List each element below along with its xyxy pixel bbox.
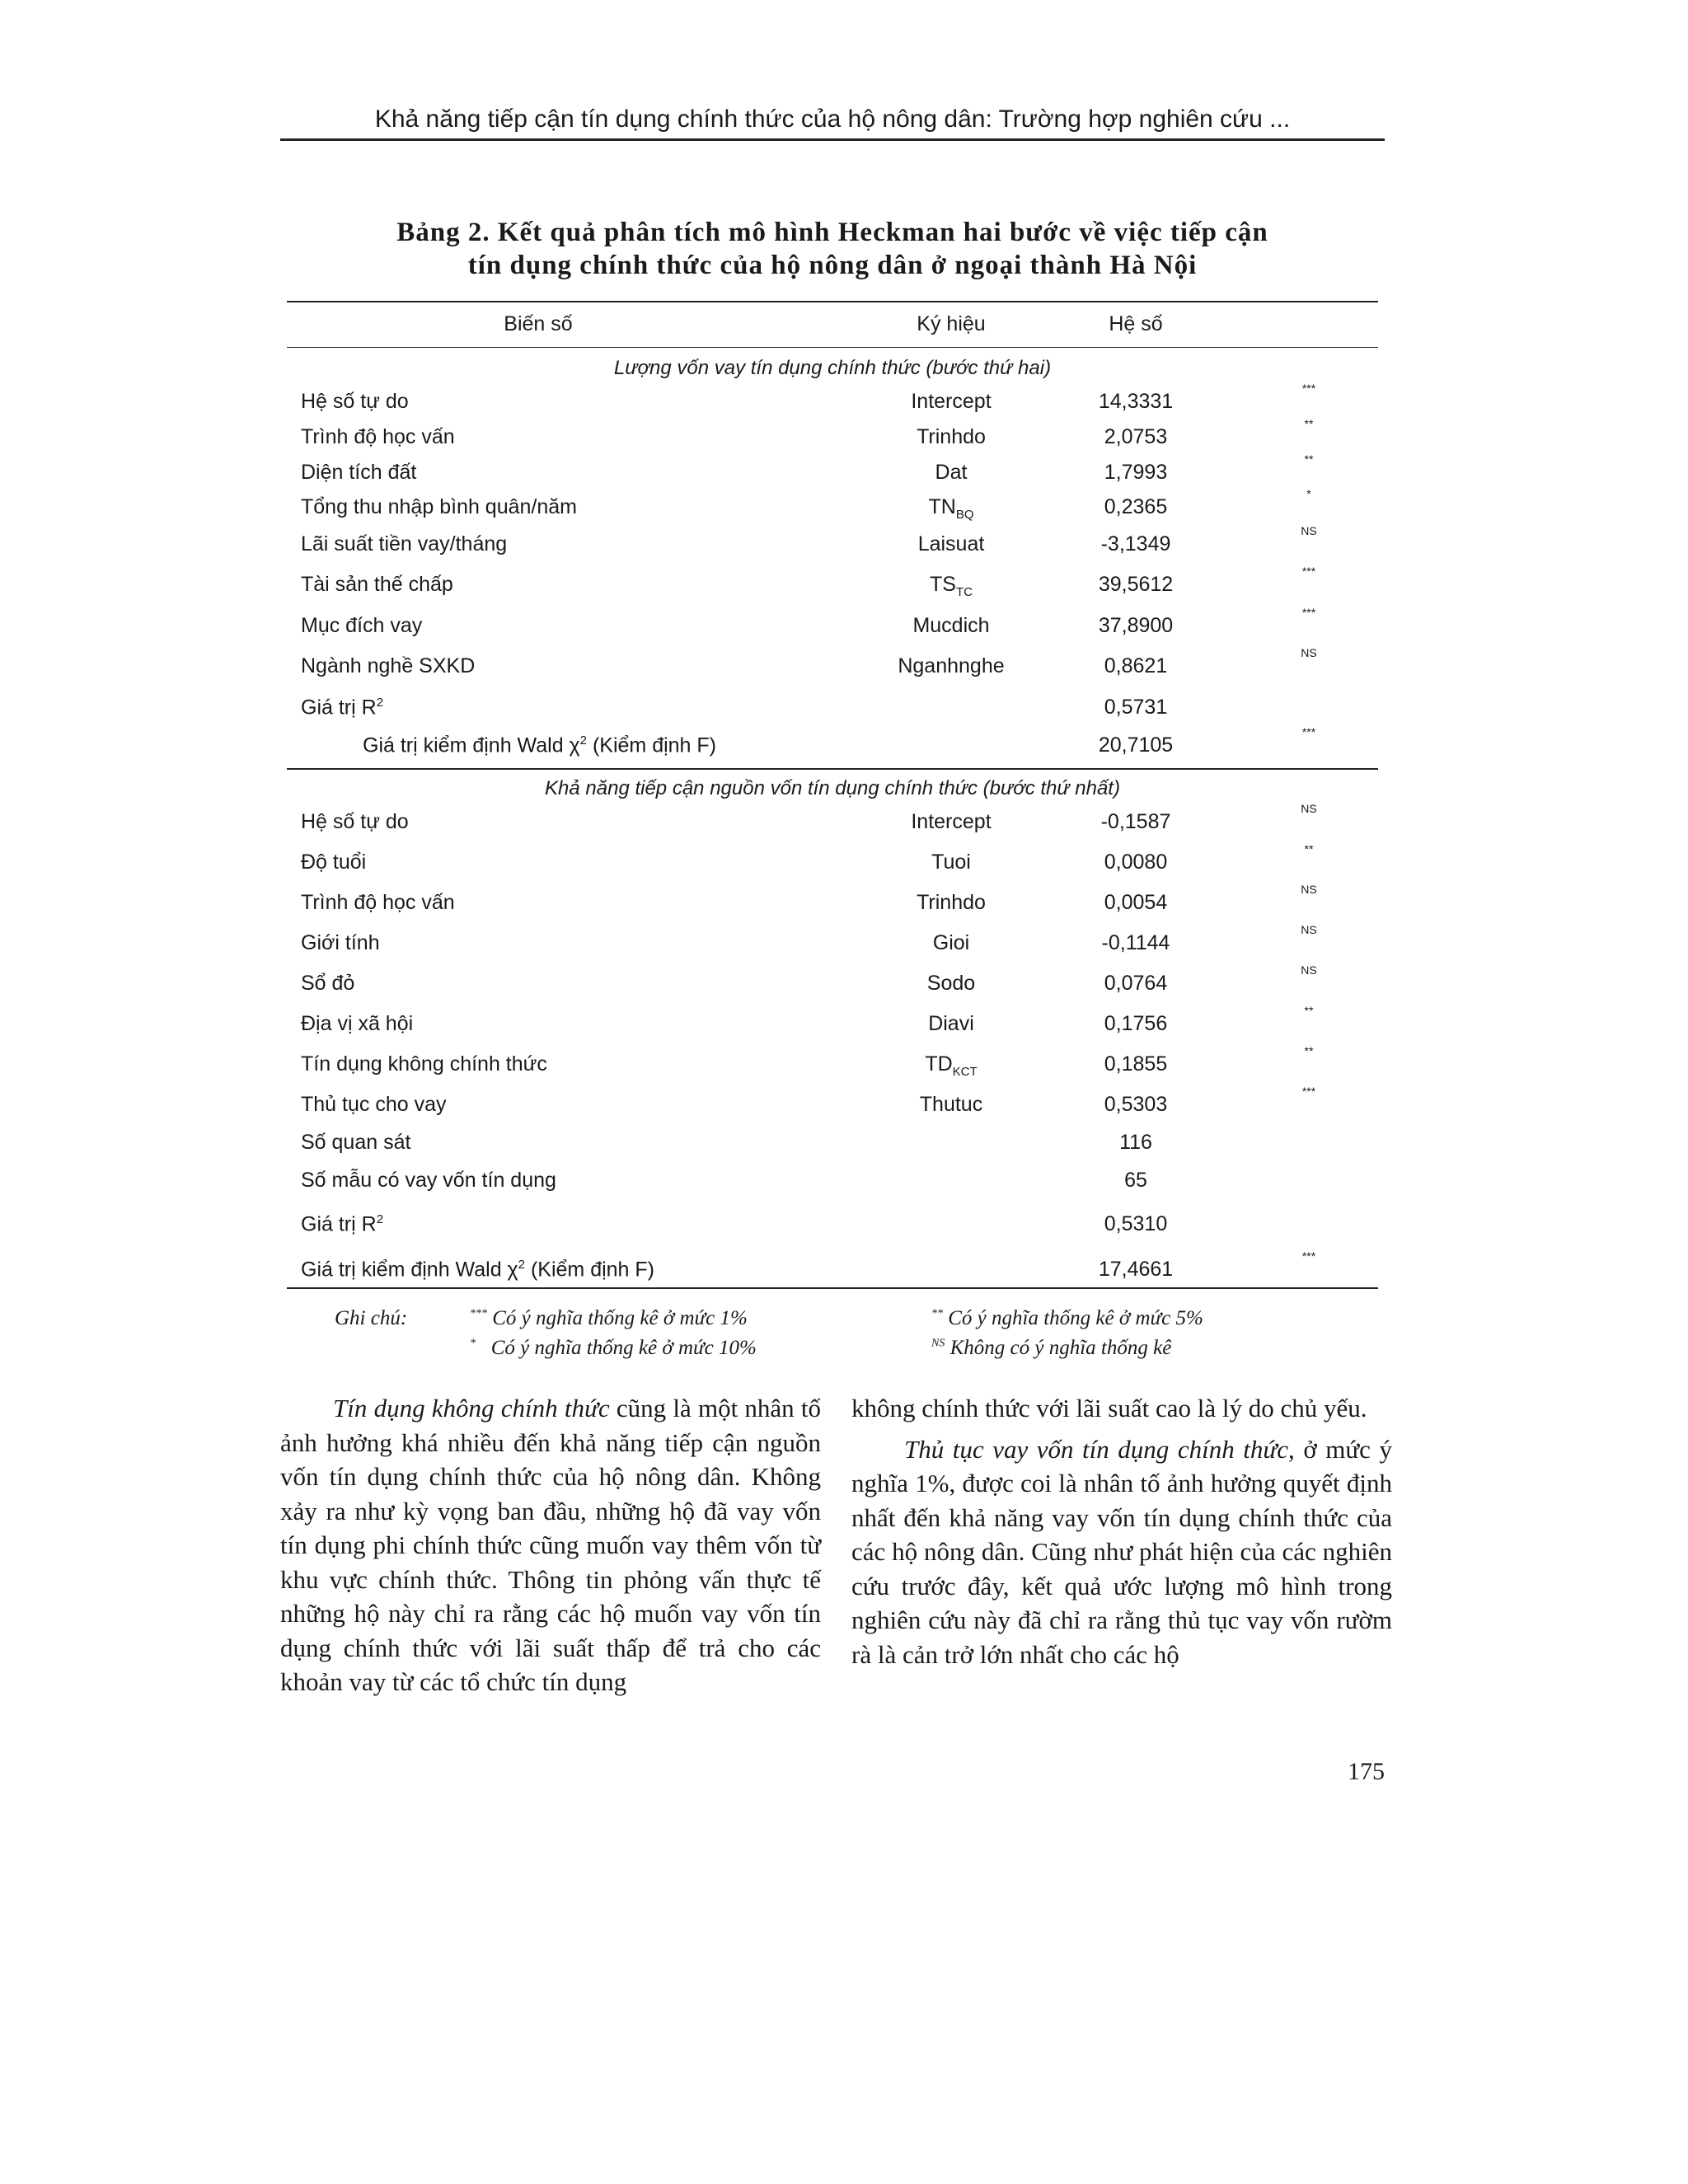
- cell-coefficient: 0,1855: [1104, 1052, 1168, 1076]
- cell-coefficient: 0,5310: [1104, 1212, 1168, 1235]
- header-rule: [280, 138, 1385, 141]
- emphasis-loan-procedure: Thủ tục vay vốn tín dụng chính thức: [904, 1434, 1289, 1464]
- table-row: [287, 1169, 1378, 1198]
- cell-variable: Độ tuổi: [301, 851, 367, 874]
- table-row: [287, 1249, 1378, 1287]
- cell-symbol: Laisuat: [917, 532, 985, 555]
- cell-symbol: Tuoi: [931, 851, 971, 874]
- section-1-title: Lượng vốn vay tín dụng chính thức (bước thứ hai): [613, 357, 1052, 379]
- cell-variable: Giá trị $R^2$: [301, 696, 384, 719]
- cell-significance: ***: [1301, 725, 1316, 738]
- table-row: [287, 842, 1378, 880]
- cell-variable: Sổ đỏ: [301, 972, 355, 995]
- cell-variable: Giá trị $R^2$: [301, 1212, 384, 1236]
- cell-coefficient: 39,5612: [1098, 573, 1174, 596]
- note-3-text: Có ý nghĩa thống kê ở mức 10%: [490, 1337, 757, 1359]
- cell-variable: Trình độ học vấn: [301, 891, 455, 914]
- table-title-line-1: Bảng 2. Kết quả phân tích mô hình Heckman hai bước về việc tiếp cận: [396, 218, 1268, 247]
- cell-coefficient: 2,0753: [1104, 425, 1168, 448]
- section-divider-rule: [287, 768, 1378, 770]
- cell-symbol: Mucdich: [912, 614, 990, 637]
- paragraph-loan-procedure: [851, 1432, 1392, 1672]
- table-row: [287, 802, 1378, 840]
- table-title: [287, 216, 1378, 282]
- cell-variable: Ngành nghề SXKD: [301, 654, 476, 677]
- cell-symbol: $TD_{KCT}$: [925, 1052, 978, 1079]
- paragraph-informal-credit-text: cũng là một nhân tố ảnh hưởng khá nhiều đến khả năng tiếp cận nguồn vốn tín dụng chính thức của hộ nông dân. Không xảy ra như kỳ vọng ban đầu, những hộ đã vay vốn tín dụng phi chính thức cũng muốn vay thêm vốn từ khu vực chính thức. Thông tin phỏng vấn thực tế những hộ này chỉ ra rằng các hộ muốn vay vốn tín dụng chính thức với lãi suất thấp để trả cho các khoản vay từ các tổ chức tín dụng: [280, 1394, 821, 1696]
- cell-significance: NS: [1301, 923, 1317, 936]
- cell-variable: Hệ số tự do: [301, 810, 409, 833]
- cell-variable: Mục đích vay: [301, 614, 423, 637]
- cell-symbol: Nganhnghe: [898, 654, 1005, 677]
- cell-coefficient: 65: [1124, 1169, 1147, 1192]
- cell-variable: Giới tính: [301, 931, 380, 954]
- note-3: [470, 1337, 757, 1360]
- paragraph-continuation: không chính thức với lãi suất cao là lý do chủ yếu.: [851, 1394, 1367, 1422]
- cell-coefficient: -3,1349: [1100, 532, 1171, 555]
- header-symbol: Ký hiệu: [917, 312, 986, 335]
- cell-variable: Hệ số tự do: [301, 390, 409, 413]
- cell-coefficient: 0,5731: [1104, 696, 1168, 719]
- cell-significance: NS: [1301, 646, 1317, 659]
- cell-variable: Địa vị xã hội: [301, 1012, 414, 1035]
- cell-coefficient: 0,0764: [1104, 972, 1168, 995]
- cell-variable: Thủ tục cho vay: [301, 1093, 447, 1116]
- cell-significance: **: [1304, 1044, 1314, 1057]
- table-row: [287, 1044, 1378, 1082]
- table-header-row: [287, 312, 1378, 342]
- cell-symbol: Sodo: [926, 972, 976, 995]
- table-row: [287, 696, 1378, 725]
- table-row: [287, 1131, 1378, 1160]
- cell-variable: Lãi suất tiền vay/tháng: [301, 532, 508, 555]
- body-column-right: [851, 1391, 1392, 1671]
- cell-significance: NS: [1301, 802, 1317, 815]
- table-row: [287, 1085, 1378, 1122]
- table-row: [287, 452, 1378, 490]
- cell-coefficient: 20,7105: [1098, 733, 1174, 757]
- table-row: [287, 606, 1378, 644]
- cell-symbol: Thutuc: [919, 1093, 983, 1116]
- note-2: [931, 1307, 1203, 1330]
- cell-significance: ***: [1301, 1085, 1316, 1098]
- header-variable: Biến số: [504, 312, 573, 335]
- table-row: [287, 524, 1378, 562]
- page-number: 175: [1348, 1758, 1385, 1785]
- cell-coefficient: 14,3331: [1098, 390, 1174, 413]
- cell-coefficient: 0,1756: [1104, 1012, 1168, 1035]
- notes-label: Ghi chú:: [335, 1307, 408, 1329]
- note-4: [931, 1337, 1171, 1360]
- running-header: Khả năng tiếp cận tín dụng chính thức của hộ nông dân: Trường hợp nghiên cứu ...: [374, 105, 1291, 133]
- cell-coefficient: -0,1587: [1100, 810, 1171, 833]
- cell-significance: **: [1304, 1004, 1314, 1017]
- table-row: [287, 963, 1378, 1001]
- cell-symbol: Intercept: [911, 810, 992, 833]
- table-row: [287, 646, 1378, 684]
- cell-variable: Trình độ học vấn: [301, 425, 455, 448]
- section-2-title: Khả năng tiếp cận nguồn vốn tín dụng chính thức (bước thứ nhất): [545, 777, 1120, 799]
- cell-variable: Tài sản thế chấp: [301, 573, 453, 596]
- cell-significance: *: [1306, 487, 1311, 500]
- table-row: [287, 725, 1378, 763]
- cell-coefficient: 116: [1119, 1131, 1152, 1154]
- cell-significance: **: [1304, 452, 1314, 466]
- table-row: [287, 417, 1378, 455]
- cell-symbol: Dat: [935, 461, 968, 484]
- cell-significance: NS: [1301, 883, 1317, 896]
- cell-coefficient: 1,7993: [1104, 461, 1168, 484]
- note-1-mark: ***: [470, 1307, 487, 1320]
- paragraph-loan-procedure-text: , ở mức ý nghĩa 1%, được coi là nhân tố ảnh hưởng quyết định nhất đến khả năng vay vốn tín dụng chính thức của các hộ nông dân. Cũng như phát hiện của các nghiên cứu trước đây, kết quả ước lượng mô hình trong nghiên cứu này đã chỉ ra rằng thủ tục vay vốn rườm rà là cản trở lớn nhất cho các hộ: [851, 1434, 1392, 1669]
- cell-coefficient: 0,2365: [1104, 495, 1168, 518]
- cell-symbol: $TN_{BQ}$: [928, 495, 974, 522]
- cell-coefficient: 0,8621: [1104, 654, 1168, 677]
- table-row: [287, 923, 1378, 961]
- cell-coefficient: 37,8900: [1098, 614, 1174, 637]
- cell-variable: Diện tích đất: [301, 461, 417, 484]
- note-1: [470, 1307, 748, 1330]
- cell-coefficient: 17,4661: [1098, 1258, 1174, 1281]
- table-row: [287, 565, 1378, 602]
- table-title-line-2: tín dụng chính thức của hộ nông dân ở ngoại thành Hà Nội: [467, 251, 1198, 280]
- cell-significance: **: [1304, 417, 1314, 430]
- cell-variable: Giá trị kiểm định Wald $\chi^2$ (Kiểm định F): [363, 733, 716, 757]
- table-top-rule: [287, 301, 1378, 302]
- table-bottom-rule: [287, 1287, 1378, 1289]
- cell-variable: Số quan sát: [301, 1131, 411, 1154]
- cell-symbol: Gioi: [932, 931, 970, 954]
- table-row: [287, 1212, 1378, 1242]
- cell-coefficient: 0,0054: [1104, 891, 1168, 914]
- cell-significance: ***: [1301, 606, 1316, 619]
- header-coef: Hệ số: [1109, 312, 1163, 335]
- cell-variable: Tổng thu nhập bình quân/năm: [301, 495, 577, 518]
- note-1-text: Có ý nghĩa thống kê ở mức 1%: [492, 1307, 748, 1329]
- cell-symbol: Diavi: [928, 1012, 974, 1035]
- table-row: [287, 1004, 1378, 1042]
- cell-variable: Giá trị kiểm định Wald $\chi^2$ (Kiểm định F): [301, 1258, 654, 1282]
- cell-significance: NS: [1301, 963, 1317, 977]
- cell-significance: NS: [1301, 524, 1317, 537]
- note-2-mark: **: [931, 1307, 943, 1320]
- cell-symbol: Intercept: [911, 390, 992, 413]
- cell-significance: ***: [1301, 565, 1316, 578]
- paragraph-informal-credit: [280, 1391, 821, 1699]
- body-column-left: [280, 1391, 821, 1699]
- note-2-text: Có ý nghĩa thống kê ở mức 5%: [948, 1307, 1203, 1329]
- cell-significance: ***: [1301, 1249, 1316, 1263]
- cell-coefficient: 0,5303: [1104, 1093, 1168, 1116]
- table-header-rule: [287, 347, 1378, 348]
- cell-variable: Tín dụng không chính thức: [301, 1052, 547, 1076]
- cell-significance: ***: [1301, 382, 1316, 395]
- table-row: [287, 487, 1378, 525]
- emphasis-informal-credit: Tín dụng không chính thức: [333, 1394, 610, 1422]
- note-3-mark: *: [470, 1337, 476, 1350]
- cell-symbol: Trinhdo: [917, 891, 986, 914]
- cell-coefficient: 0,0080: [1104, 851, 1168, 874]
- cell-symbol: $TS_{TC}$: [930, 573, 973, 599]
- table-row: [287, 382, 1378, 419]
- cell-variable: Số mẫu có vay vốn tín dụng: [301, 1169, 556, 1192]
- cell-coefficient: -0,1144: [1101, 931, 1170, 954]
- cell-significance: **: [1304, 842, 1314, 855]
- note-4-mark: NS: [931, 1337, 945, 1350]
- table-row: [287, 883, 1378, 921]
- note-4-text: Không có ý nghĩa thống kê: [950, 1337, 1172, 1359]
- cell-symbol: Trinhdo: [917, 425, 986, 448]
